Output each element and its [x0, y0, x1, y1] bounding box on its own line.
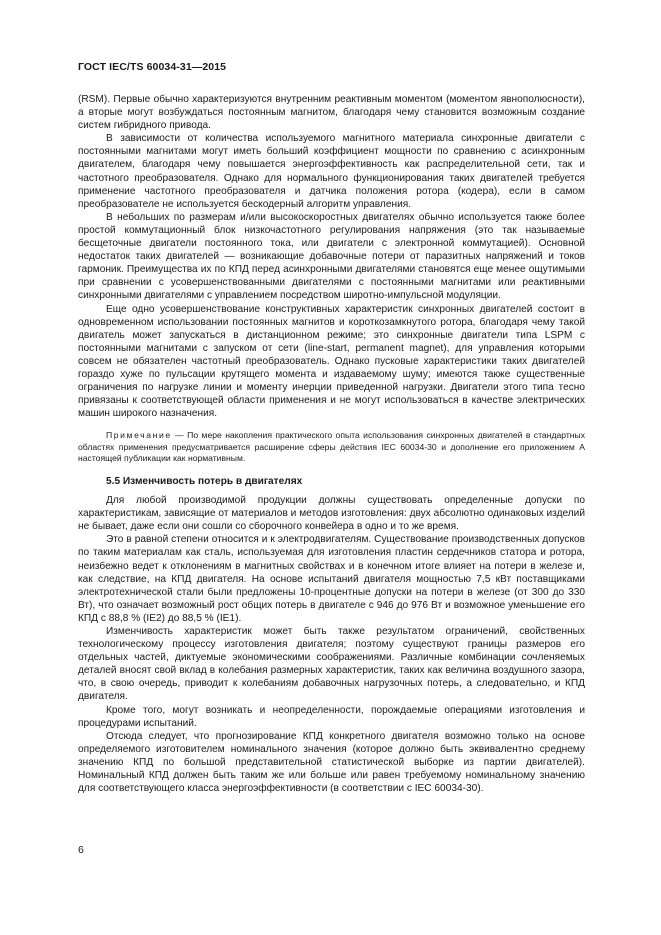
section-paragraph: Это в равной степени относится и к электродвигателям. Существование производственных допусков по таким материалам как сталь, используемая для изготовления пластин сердечников статора и ротора, неизбежно ведет к отклонениям в магнитных свойствах и в конечном итоге влияет на потери в железе и, как следствие, на КПД двигателя. На основе испытаний двигателя мощностью 7,5 кВт поставщиками электротехнической стали были предложены 10-процентные допуски на потери в железе (от 300 до 330 Вт), что означает возможный рост общих потерь в двигателе с 946 до 976 Вт и возможное уменьшение его КПД с 88,8 % (IE2) до 88,5 % (IE1). — [78, 534, 585, 624]
section-paragraph: Изменчивость характеристик может быть также результатом ограничений, свойственных технологическому процессу изготовления двигателя; поэтому существуют границы размеров его отдельных частей, диктуемые экономическими соображениями. Различные комбинации сочленяемых деталей вносят свой вклад в колебания размерных характеристик, таких как величина воздушного зазора, что, в свою очередь, приводит к колебаниям добавочных нагрузочных потерь, а следовательно, и КПД двигателя. — [78, 625, 585, 703]
section-paragraph: Для любой производимой продукции должны существовать определенные допуски по характеристикам, зависящие от материалов и методов изготовления: двух абсолютно одинаковых изделий не бывает, даже если они сошли со сборочного конвейера в одно и то же время. — [78, 495, 585, 533]
paragraph-continuation: (RSM). Первые обычно характеризуются внутренним реактивным моментом (моментом явнополюсности), а вторые могут возбуждаться постоянным магнитом, благодаря чему становится возможным создание систем гибридного привода. — [78, 94, 585, 132]
section-heading: 5.5 Изменчивость потерь в двигателях — [106, 475, 303, 487]
paragraph: В зависимости от количества используемого магнитного материала синхронные двигатели с постоянными магнитами могут иметь больший коэффициент мощности по сравнению с асинхронным двигателем, благодаря чему повышается энергоэффективность как распределительной сети, так и частотного преобразователя. Однако для нормального функционирования таких двигателей требуется применение частотного преобразователя и датчика положения ротора (кодера), если в самом преобразователе не используется бескодерный алгоритм управления. — [78, 133, 585, 210]
section-paragraph: Отсюда следует, что прогнозирование КПД конкретного двигателя возможно только на основе определяемого изготовителем номинального значения (которое должно быть эквивалентно среднему значению КПД по большой представительной статистической выборке из партии двигателей). Номинальный КПД должен быть таким же или больше или равен требуемому номинальному значению для соответствующего класса энергоэффективности (в соответствии с IEC 60034-30). — [78, 730, 585, 795]
note-label: Примечание — [106, 430, 172, 441]
document-header: ГОСТ IEC/TS 60034-31—2015 — [78, 61, 227, 73]
section-paragraph: Кроме того, могут возникать и неопределенности, порождаемые операциями изготовления и процедурами испытаний. — [78, 704, 585, 729]
note-text: — По мере накопления практического опыта использования синхронных двигателей в стандартных областях применения предусматривается расширение сферы действия IEC 60034-30 и дополнение его приложением А настоящей публикации как нормативным. — [78, 430, 585, 463]
paragraph: В небольших по размерам и/или высокоскоростных двигателях обычно используется также более простой коммутационный блок низкочастотного регулирования напряжения (это так называемые бесщеточные двигатели постоянного тока, или двигатели с электронной коммутацией). Основной недостаток таких двигателей — возникающие добавочные потери от паразитных напряжений и токов гармоник. Преимущества их по КПД перед асинхронными двигателями становятся еще менее ощутимыми при сравнении с усовершенствованными двигателями с постоянными магнитами или реактивными синхронными двигателями с управлением посредством широтно-импульсной модуляции. — [78, 211, 585, 302]
note — [78, 430, 585, 464]
body-text — [78, 93, 585, 795]
page-number: 6 — [78, 844, 84, 856]
paragraph: Еще одно усовершенствование конструктивных характеристик синхронных двигателей состоит в одновременном использовании постоянных магнитов и короткозамкнутого ротора, благодаря чему такой двигатель может запускаться в дистанционном режиме; это синхронные двигатели типа LSPM с постоянными магнитами с запуском от сети (line-start, permanent magnet), для управления которыми совсем не обязателен частотный преобразователь. Однако пусковые характеристики таких двигателей гораздо хуже по пульсации крутящего момента и издаваемому шуму; имеются также существенные ограничения по нагрузке линии и моменту инерции приведенной нагрузки. Двигатели этого типа тесно привязаны к соответствующей области применения и не могут использоваться в качестве электрических машин широкого назначения. — [78, 303, 585, 420]
